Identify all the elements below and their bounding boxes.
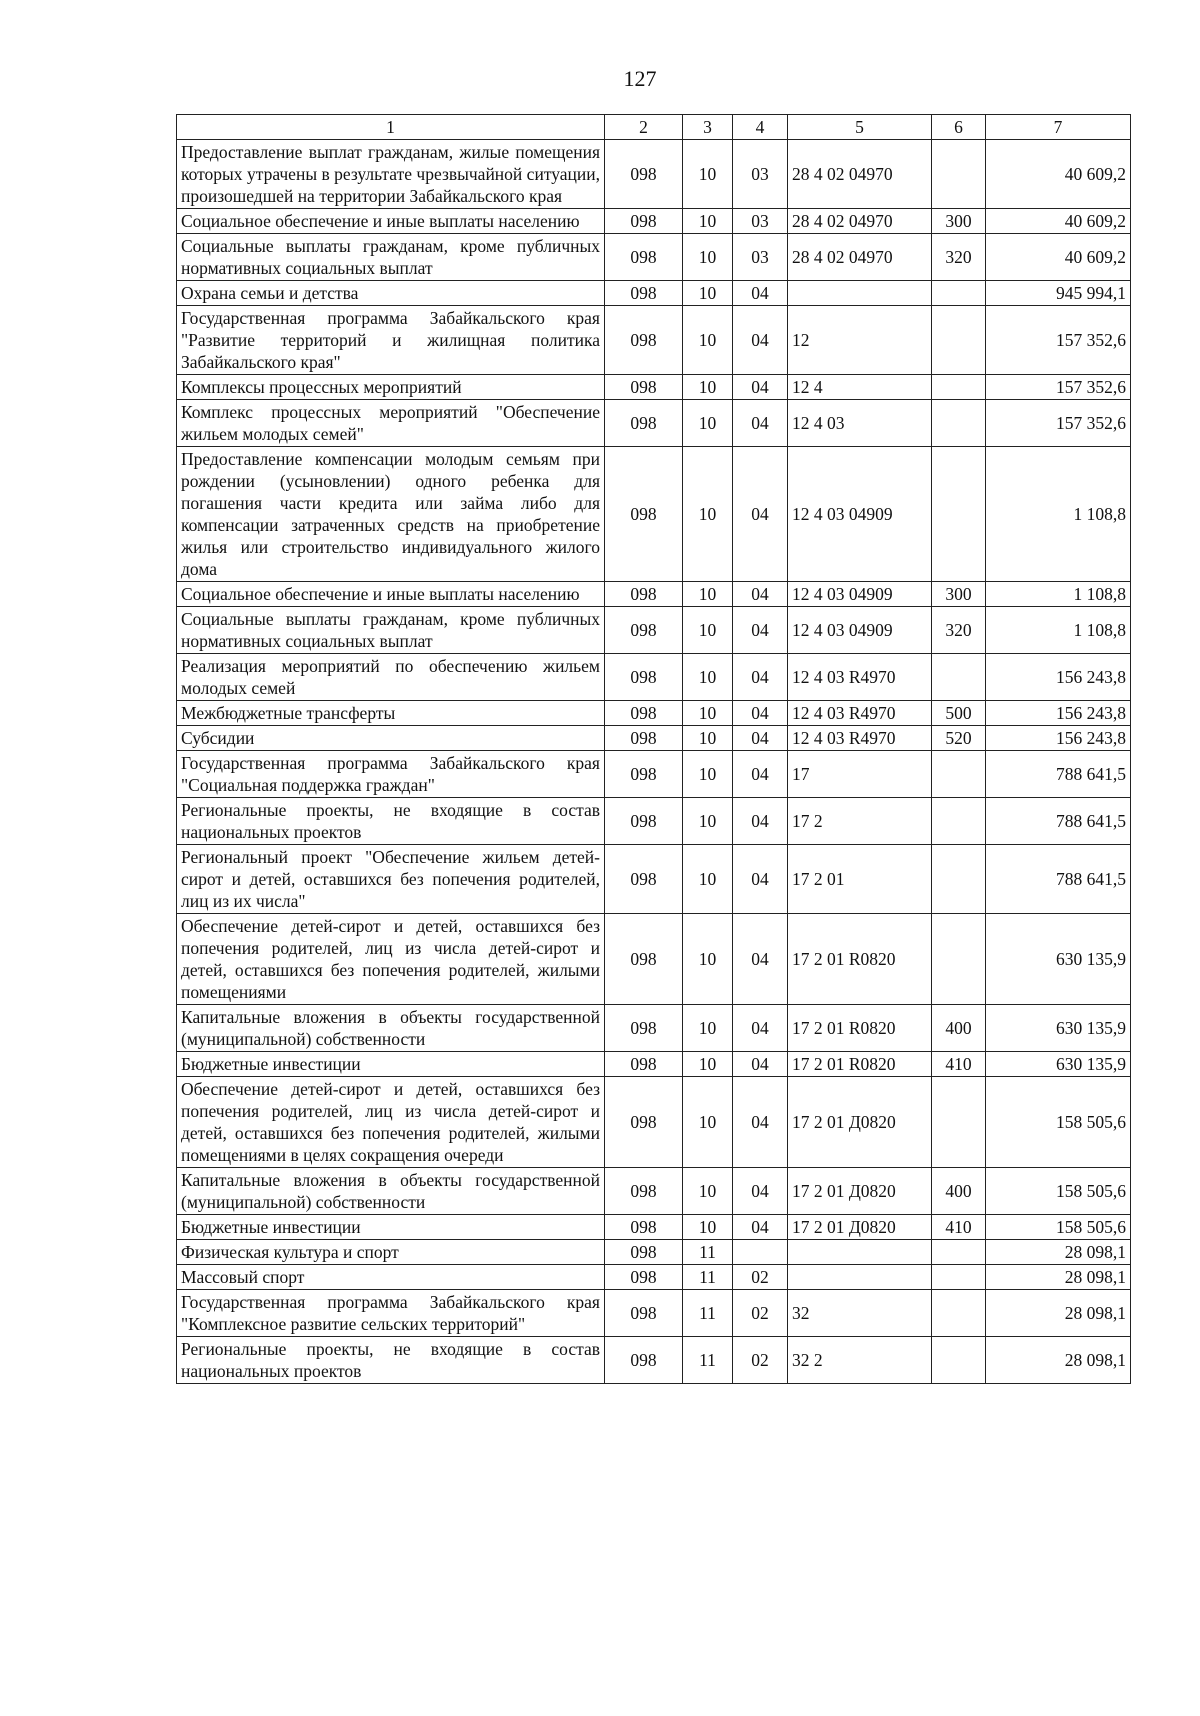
ministry-code-cell: 098: [605, 654, 683, 701]
target-article-cell: 12 4 03 R4970: [788, 726, 932, 751]
table-row: [177, 209, 1131, 234]
amount-cell: 157 352,6: [986, 375, 1131, 400]
table-row: [177, 582, 1131, 607]
target-article-cell: 12 4 03: [788, 400, 932, 447]
table-row: [177, 1052, 1131, 1077]
expense-type-cell: [932, 306, 986, 375]
item-name-cell: Бюджетные инвестиции: [177, 1215, 605, 1240]
section-code-cell: 10: [683, 701, 733, 726]
table-row: [177, 306, 1131, 375]
item-name-cell: Государственная программа Забайкальского края "Развитие территорий и жилищная политика Забайкальского края": [177, 306, 605, 375]
table-row: [177, 281, 1131, 306]
subsection-code-cell: 04: [733, 306, 788, 375]
amount-cell: 156 243,8: [986, 726, 1131, 751]
amount-cell: 158 505,6: [986, 1168, 1131, 1215]
ministry-code-cell: 098: [605, 1077, 683, 1168]
section-code-cell: 10: [683, 234, 733, 281]
subsection-code-cell: 04: [733, 701, 788, 726]
amount-cell: 157 352,6: [986, 400, 1131, 447]
subsection-code-cell: 03: [733, 140, 788, 209]
column-header: 5: [788, 115, 932, 140]
ministry-code-cell: 098: [605, 234, 683, 281]
amount-cell: 945 994,1: [986, 281, 1131, 306]
amount-cell: 158 505,6: [986, 1215, 1131, 1240]
expense-type-cell: 400: [932, 1168, 986, 1215]
table-row: [177, 447, 1131, 582]
subsection-code-cell: 02: [733, 1337, 788, 1384]
expense-type-cell: [932, 281, 986, 306]
target-article-cell: 12 4 03 R4970: [788, 654, 932, 701]
table-row: [177, 1077, 1131, 1168]
expense-type-cell: [932, 1240, 986, 1265]
table-row: [177, 726, 1131, 751]
expense-type-cell: [932, 1265, 986, 1290]
amount-cell: 788 641,5: [986, 751, 1131, 798]
section-code-cell: 11: [683, 1290, 733, 1337]
section-code-cell: 11: [683, 1337, 733, 1384]
section-code-cell: 10: [683, 607, 733, 654]
amount-cell: 788 641,5: [986, 798, 1131, 845]
section-code-cell: 10: [683, 582, 733, 607]
expense-type-cell: 500: [932, 701, 986, 726]
target-article-cell: 17 2 01: [788, 845, 932, 914]
target-article-cell: 17 2 01 R0820: [788, 1005, 932, 1052]
target-article-cell: 12 4 03 R4970: [788, 701, 932, 726]
subsection-code-cell: 04: [733, 1077, 788, 1168]
amount-cell: 1 108,8: [986, 607, 1131, 654]
subsection-code-cell: 04: [733, 845, 788, 914]
ministry-code-cell: 098: [605, 607, 683, 654]
amount-cell: 158 505,6: [986, 1077, 1131, 1168]
item-name-cell: Социальные выплаты гражданам, кроме публичных нормативных социальных выплат: [177, 607, 605, 654]
ministry-code-cell: 098: [605, 751, 683, 798]
expense-type-cell: [932, 1290, 986, 1337]
section-code-cell: 10: [683, 1168, 733, 1215]
amount-cell: 157 352,6: [986, 306, 1131, 375]
target-article-cell: 28 4 02 04970: [788, 209, 932, 234]
expense-type-cell: [932, 400, 986, 447]
target-article-cell: [788, 1265, 932, 1290]
subsection-code-cell: [733, 1240, 788, 1265]
ministry-code-cell: 098: [605, 582, 683, 607]
expense-type-cell: [932, 1077, 986, 1168]
item-name-cell: Субсидии: [177, 726, 605, 751]
ministry-code-cell: 098: [605, 1215, 683, 1240]
table-row: [177, 751, 1131, 798]
table-row: [177, 845, 1131, 914]
target-article-cell: 17 2: [788, 798, 932, 845]
ministry-code-cell: 098: [605, 798, 683, 845]
item-name-cell: Межбюджетные трансферты: [177, 701, 605, 726]
expense-type-cell: 320: [932, 234, 986, 281]
section-code-cell: 10: [683, 281, 733, 306]
target-article-cell: 17 2 01 Д0820: [788, 1077, 932, 1168]
column-header: 7: [986, 115, 1131, 140]
expense-type-cell: [932, 1337, 986, 1384]
subsection-code-cell: 04: [733, 582, 788, 607]
section-code-cell: 10: [683, 845, 733, 914]
table-row: [177, 701, 1131, 726]
expense-type-cell: 300: [932, 209, 986, 234]
subsection-code-cell: 03: [733, 234, 788, 281]
item-name-cell: Капитальные вложения в объекты государственной (муниципальной) собственности: [177, 1005, 605, 1052]
expense-type-cell: 300: [932, 582, 986, 607]
target-article-cell: 28 4 02 04970: [788, 234, 932, 281]
target-article-cell: 17 2 01 Д0820: [788, 1215, 932, 1240]
amount-cell: 630 135,9: [986, 1052, 1131, 1077]
table-row: [177, 1265, 1131, 1290]
amount-cell: 1 108,8: [986, 447, 1131, 582]
subsection-code-cell: 04: [733, 914, 788, 1005]
item-name-cell: Реализация мероприятий по обеспечению жильем молодых семей: [177, 654, 605, 701]
item-name-cell: Региональные проекты, не входящие в состав национальных проектов: [177, 798, 605, 845]
ministry-code-cell: 098: [605, 140, 683, 209]
target-article-cell: 17: [788, 751, 932, 798]
section-code-cell: 11: [683, 1240, 733, 1265]
expense-type-cell: [932, 654, 986, 701]
section-code-cell: 10: [683, 798, 733, 845]
item-name-cell: Предоставление выплат гражданам, жилые помещения которых утрачены в результате чрезвычайной ситуации, произошедшей на территории Забайкальского края: [177, 140, 605, 209]
subsection-code-cell: 04: [733, 1052, 788, 1077]
target-article-cell: 32 2: [788, 1337, 932, 1384]
amount-cell: 28 098,1: [986, 1290, 1131, 1337]
target-article-cell: 12 4 03 04909: [788, 582, 932, 607]
column-header: 1: [177, 115, 605, 140]
expense-type-cell: 410: [932, 1052, 986, 1077]
ministry-code-cell: 098: [605, 209, 683, 234]
ministry-code-cell: 098: [605, 701, 683, 726]
table-body: [177, 140, 1131, 1384]
table-row: [177, 607, 1131, 654]
target-article-cell: 12 4: [788, 375, 932, 400]
ministry-code-cell: 098: [605, 375, 683, 400]
subsection-code-cell: 04: [733, 375, 788, 400]
ministry-code-cell: 098: [605, 400, 683, 447]
table-row: [177, 1005, 1131, 1052]
table-row: [177, 234, 1131, 281]
target-article-cell: 12: [788, 306, 932, 375]
amount-cell: 156 243,8: [986, 701, 1131, 726]
ministry-code-cell: 098: [605, 1168, 683, 1215]
item-name-cell: Региональный проект "Обеспечение жильем детей-сирот и детей, оставшихся без попечения родителей, лиц из их числа": [177, 845, 605, 914]
ministry-code-cell: 098: [605, 1052, 683, 1077]
target-article-cell: [788, 281, 932, 306]
page-number: 127: [623, 66, 657, 91]
target-article-cell: 28 4 02 04970: [788, 140, 932, 209]
subsection-code-cell: 04: [733, 447, 788, 582]
item-name-cell: Обеспечение детей-сирот и детей, оставшихся без попечения родителей, лиц из числа детей-сирот и детей, оставшихся без попечения родителей, жилыми помещениями: [177, 914, 605, 1005]
item-name-cell: Предоставление компенсации молодым семьям при рождении (усыновлении) одного ребенка для погашения части кредита или займа либо для компенсации затраченных средств на приобретение жилья или строительство индивидуального жилого дома: [177, 447, 605, 582]
ministry-code-cell: 098: [605, 281, 683, 306]
expense-type-cell: [932, 140, 986, 209]
section-code-cell: 10: [683, 1052, 733, 1077]
expense-type-cell: 320: [932, 607, 986, 654]
ministry-code-cell: 098: [605, 447, 683, 582]
table-row: [177, 1290, 1131, 1337]
expense-type-cell: [932, 914, 986, 1005]
subsection-code-cell: 04: [733, 726, 788, 751]
ministry-code-cell: 098: [605, 1240, 683, 1265]
amount-cell: 1 108,8: [986, 582, 1131, 607]
amount-cell: 630 135,9: [986, 914, 1131, 1005]
section-code-cell: 10: [683, 140, 733, 209]
column-header: 4: [733, 115, 788, 140]
table-row: [177, 798, 1131, 845]
target-article-cell: 12 4 03 04909: [788, 447, 932, 582]
amount-cell: 156 243,8: [986, 654, 1131, 701]
section-code-cell: 11: [683, 1265, 733, 1290]
target-article-cell: [788, 1240, 932, 1265]
expense-type-cell: [932, 375, 986, 400]
section-code-cell: 10: [683, 1005, 733, 1052]
ministry-code-cell: 098: [605, 726, 683, 751]
subsection-code-cell: 02: [733, 1290, 788, 1337]
column-header: 3: [683, 115, 733, 140]
item-name-cell: Комплекс процессных мероприятий "Обеспечение жильем молодых семей": [177, 400, 605, 447]
section-code-cell: 10: [683, 1077, 733, 1168]
table-row: [177, 1215, 1131, 1240]
target-article-cell: 12 4 03 04909: [788, 607, 932, 654]
subsection-code-cell: 03: [733, 209, 788, 234]
item-name-cell: Социальное обеспечение и иные выплаты населению: [177, 209, 605, 234]
target-article-cell: 17 2 01 R0820: [788, 1052, 932, 1077]
subsection-code-cell: 04: [733, 798, 788, 845]
expense-type-cell: 410: [932, 1215, 986, 1240]
target-article-cell: 17 2 01 Д0820: [788, 1168, 932, 1215]
expense-type-cell: [932, 751, 986, 798]
column-header: 2: [605, 115, 683, 140]
item-name-cell: Физическая культура и спорт: [177, 1240, 605, 1265]
item-name-cell: Государственная программа Забайкальского края "Комплексное развитие сельских территорий": [177, 1290, 605, 1337]
section-code-cell: 10: [683, 447, 733, 582]
section-code-cell: 10: [683, 400, 733, 447]
table-row: [177, 654, 1131, 701]
table-row: [177, 1337, 1131, 1384]
item-name-cell: Государственная программа Забайкальского края "Социальная поддержка граждан": [177, 751, 605, 798]
section-code-cell: 10: [683, 209, 733, 234]
column-header: 6: [932, 115, 986, 140]
amount-cell: 28 098,1: [986, 1240, 1131, 1265]
ministry-code-cell: 098: [605, 914, 683, 1005]
expense-type-cell: 400: [932, 1005, 986, 1052]
table-row: [177, 1240, 1131, 1265]
table-row: [177, 914, 1131, 1005]
subsection-code-cell: 04: [733, 1168, 788, 1215]
amount-cell: 28 098,1: [986, 1265, 1131, 1290]
table-header-row: [177, 115, 1131, 140]
expense-type-cell: [932, 845, 986, 914]
amount-cell: 28 098,1: [986, 1337, 1131, 1384]
subsection-code-cell: 04: [733, 281, 788, 306]
amount-cell: 40 609,2: [986, 140, 1131, 209]
subsection-code-cell: 04: [733, 751, 788, 798]
item-name-cell: Региональные проекты, не входящие в состав национальных проектов: [177, 1337, 605, 1384]
ministry-code-cell: 098: [605, 306, 683, 375]
amount-cell: 788 641,5: [986, 845, 1131, 914]
item-name-cell: Бюджетные инвестиции: [177, 1052, 605, 1077]
item-name-cell: Социальное обеспечение и иные выплаты населению: [177, 582, 605, 607]
ministry-code-cell: 098: [605, 845, 683, 914]
ministry-code-cell: 098: [605, 1265, 683, 1290]
table-row: [177, 140, 1131, 209]
item-name-cell: Обеспечение детей-сирот и детей, оставшихся без попечения родителей, лиц из числа детей-сирот и детей, оставшихся без попечения родителей, жилыми помещениями в целях сокращения очереди: [177, 1077, 605, 1168]
expense-type-cell: [932, 447, 986, 582]
section-code-cell: 10: [683, 306, 733, 375]
item-name-cell: Массовый спорт: [177, 1265, 605, 1290]
expense-type-cell: 520: [932, 726, 986, 751]
subsection-code-cell: 04: [733, 400, 788, 447]
section-code-cell: 10: [683, 1215, 733, 1240]
item-name-cell: Охрана семьи и детства: [177, 281, 605, 306]
expense-type-cell: [932, 798, 986, 845]
subsection-code-cell: 02: [733, 1265, 788, 1290]
subsection-code-cell: 04: [733, 1215, 788, 1240]
subsection-code-cell: 04: [733, 607, 788, 654]
amount-cell: 40 609,2: [986, 234, 1131, 281]
target-article-cell: 17 2 01 R0820: [788, 914, 932, 1005]
target-article-cell: 32: [788, 1290, 932, 1337]
table-row: [177, 375, 1131, 400]
ministry-code-cell: 098: [605, 1005, 683, 1052]
table-row: [177, 1168, 1131, 1215]
section-code-cell: 10: [683, 751, 733, 798]
subsection-code-cell: 04: [733, 1005, 788, 1052]
subsection-code-cell: 04: [733, 654, 788, 701]
section-code-cell: 10: [683, 914, 733, 1005]
ministry-code-cell: 098: [605, 1290, 683, 1337]
budget-table: [176, 114, 1131, 1384]
section-code-cell: 10: [683, 726, 733, 751]
item-name-cell: Комплексы процессных мероприятий: [177, 375, 605, 400]
amount-cell: 40 609,2: [986, 209, 1131, 234]
item-name-cell: Социальные выплаты гражданам, кроме публичных нормативных социальных выплат: [177, 234, 605, 281]
amount-cell: 630 135,9: [986, 1005, 1131, 1052]
section-code-cell: 10: [683, 654, 733, 701]
ministry-code-cell: 098: [605, 1337, 683, 1384]
item-name-cell: Капитальные вложения в объекты государственной (муниципальной) собственности: [177, 1168, 605, 1215]
section-code-cell: 10: [683, 375, 733, 400]
table-row: [177, 400, 1131, 447]
